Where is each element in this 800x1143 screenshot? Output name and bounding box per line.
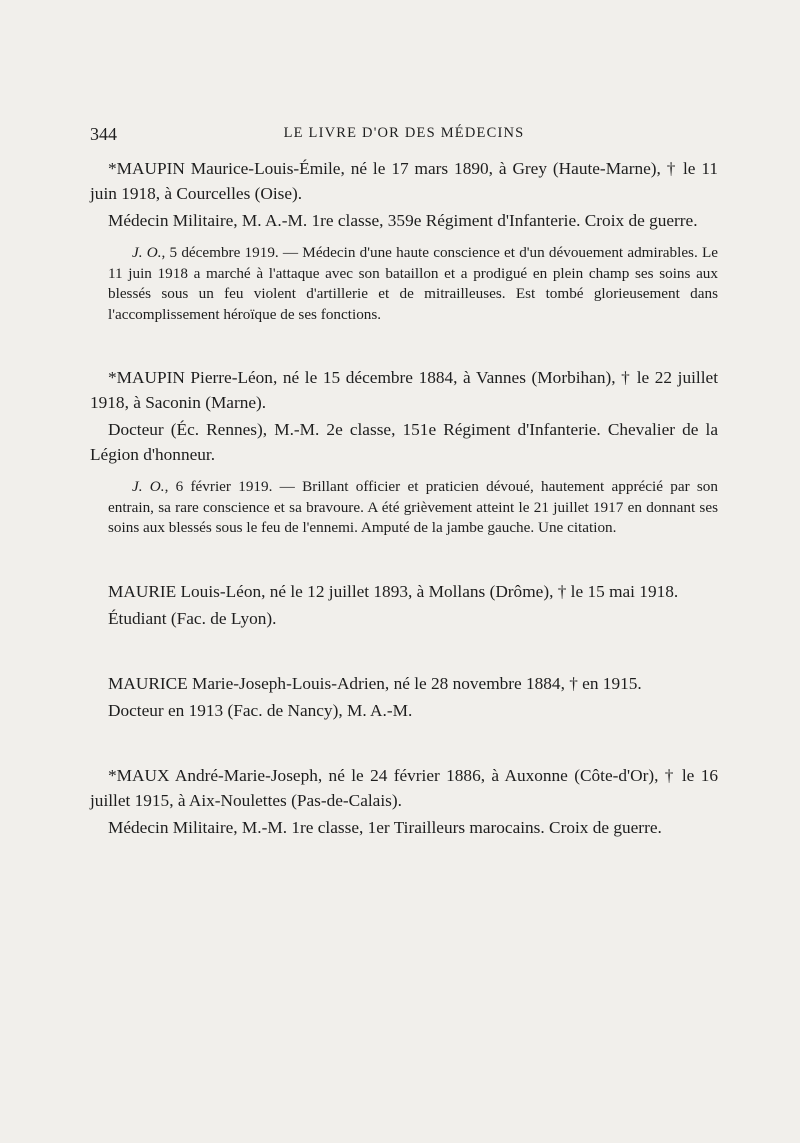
- entry-maupin-maurice: [90, 156, 718, 325]
- entry-service: Étudiant (Fac. de Lyon).: [108, 608, 277, 628]
- entry-maurice: [90, 671, 718, 723]
- entry-service: Médecin Militaire, M.-M. 1re classe, 1er Tirailleurs marocains. Croix de guerre.: [108, 817, 662, 837]
- entry-heading: *MAUPIN Pierre-Léon, né le 15 décembre 1884, à Vannes (Morbihan), † le 22 juillet 1918, à Saconin (Marne).: [90, 368, 718, 412]
- entry-citation: [108, 243, 718, 325]
- entry-citation: [108, 477, 718, 539]
- page-number: 344: [90, 124, 117, 144]
- entry-maupin-pierre: [90, 365, 718, 539]
- entry-maurie: [90, 579, 718, 631]
- running-title: LE LIVRE D'OR DES MÉDECINS: [283, 125, 525, 141]
- entry-service: Docteur (Éc. Rennes), M.-M. 2e classe, 151e Régiment d'Infanterie. Chevalier de la Légion d'honneur.: [90, 420, 718, 464]
- entry-heading: MAURICE Marie-Joseph-Louis-Adrien, né le 28 novembre 1884, † en 1915.: [108, 673, 642, 693]
- entry-heading: MAURIE Louis-Léon, né le 12 juillet 1893, à Mollans (Drôme), † le 15 mai 1918.: [108, 581, 679, 601]
- entries-list: [90, 156, 718, 840]
- entry-service: Médecin Militaire, M. A.-M. 1re classe, 359e Régiment d'Infanterie. Croix de guerre.: [108, 211, 698, 230]
- entry-service: Docteur en 1913 (Fac. de Nancy), M. A.-M.: [108, 700, 413, 720]
- citation-source: J. O.: [132, 478, 165, 495]
- entry-heading: *MAUPIN Maurice-Louis-Émile, né le 17 mars 1890, à Grey (Haute-Marne), † le 11 juin 1918, à Courcelles (Oise).: [90, 159, 718, 203]
- citation-text: , 6 février 1919. — Brillant officier et praticien dévoué, hautement apprécié par son entrain, sa rare conscience et sa bravoure. A été grièvement atteint le 21 juillet 1917 en donnant ses soins aux blessés sous le feu de l'ennemi. Amputé de la jambe gauche. Une citation.: [108, 478, 718, 536]
- citation-source: J. O.: [132, 244, 162, 261]
- citation-text: , 5 décembre 1919. — Médecin d'une haute conscience et d'un dévouement admirables. Le 11 juin 1918 a marché à l'attaque avec son bataillon et a prodigué en plein champ ses soins aux blessés sous un feu violent d'artillerie et de mitrailleuses. Est tombé glorieusement dans l'accomplissement héroïque de ses fonctions.: [108, 244, 718, 323]
- entry-maux: [90, 763, 718, 840]
- entry-heading: *MAUX André-Marie-Joseph, né le 24 février 1886, à Auxonne (Côte-d'Or), † le 16 juillet 1915, à Aix-Noulettes (Pas-de-Calais).: [90, 765, 718, 810]
- page-header: [90, 124, 718, 152]
